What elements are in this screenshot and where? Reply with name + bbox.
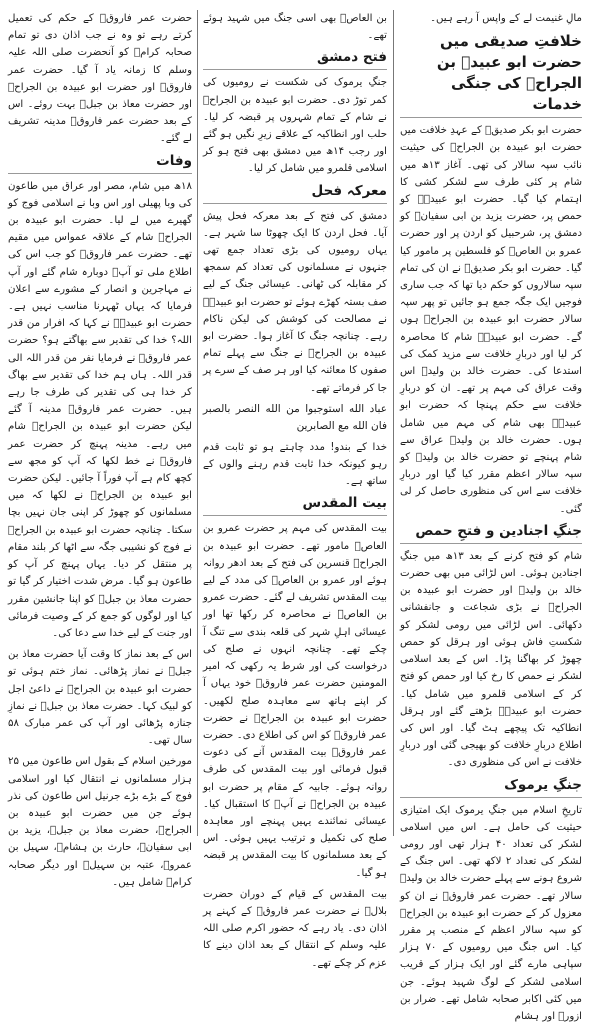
paragraph-damascus: جنگِ یرموک کی شکست نے رومیوں کی کمر توڑ دی۔ حضرت ابو عبیدہ بن الجراحؓ نے شام کے تمام شہروں پر قبضہ کر لیا۔ حلب اور انطاکیہ کے علاقے زیرِ نگیں ہو گئے اور رجب ۱۴ھ میں دمشق بھی فتح ہو کر اسلامی قلمرو میں شامل کر لیا۔ xyxy=(203,77,387,175)
heading-death: وفات xyxy=(8,152,192,174)
heading-fahl: معرکہ فحل xyxy=(203,182,387,204)
column-right xyxy=(400,10,583,1022)
heading-yarmouk: جنگِ یرموک xyxy=(400,776,582,798)
paragraph-continuation: بن العاصؓ بھی اسی جنگ میں شہید ہوئے تھے۔ xyxy=(203,13,387,42)
paragraph-jerusalem: بیت المقدس کی مہم پر حضرت عمرو بن العاصؓ مامور تھے۔ حضرت ابو عبیدہ بن الجراحؓ قنسرین کی فتح کے بعد ادھر روانہ ہوئے اور عمرو بن العاصؓ کی مدد کے لیے بیت المقدس تشریف لے گئے۔ حضرت عمرو بن العاصؓ نے محاصرہ کر رکھا تھا اور عیسائی اہلِ شہر کی قلعہ بندی سے تنگ آ چکے تھے۔ چنانچہ انہوں نے صلح کی درخواست کی اور شرط یہ رکھی کہ امیر المومنین حضرت عمر فاروقؓ خود یہاں آ کر اپنے ہاتھ سے معاہدہ صلح لکھیں۔ حضرت ابو عبیدہ بن الجراحؓ نے حضرت عمر فاروقؓ کو اس کی اطلاع دی۔ حضرت عمر فاروقؓ بیت المقدس آنے کی دعوت قبول فرمائی اور بیت المقدس کی طرف روانہ ہوئے۔ جابیہ کے مقام پر حضرت ابو عبیدہ بن الجراحؓ نے آپؓ کا استقبال کیا۔ عیسائی نمائندے یہیں پہنچے اور معاہدہ صلح کی تکمیل و ترتیب یہیں ہوئی۔ اس کے بعد مسلمانوں کا بیت المقدس پر قبضہ ہو گیا۔ xyxy=(203,523,387,879)
arabic-quote: عباد الله استوجبوا من الله النصر بالصبر فان الله مع الصابرين xyxy=(203,402,387,432)
paragraph-bilal-adhan: بیت المقدس کے قیام کے دوران حضرت بلالؓ نے حضرت عمر فاروقؓ کے کہنے پر اذان دی۔ یاد رہے کہ حضور اکرم صلی اللہ علیہ وسلم کے انتقال کے بعد اذان دینے کا عزم کر چکے تھے۔ xyxy=(203,888,387,969)
column-left xyxy=(8,10,192,888)
paragraph-adhan-continued: حضرت عمر فاروقؓ کے حکم کی تعمیل کرتے رہے تو وہ نے جب اذان دی تو تمام صحابہ کرامؓ کو آنحضرت صلی اللہ علیہ وسلم کا زمانہ یاد آ گیا۔ حضرت عمر فاروقؓ اور حضرت ابو عبیدہ بن الجراحؓ اور حضرت معاذ بن جبلؓ بہت روئے۔ اس کے بعد حضرت عمر فاروقؓ مدینہ تشریف لے گئے۔ xyxy=(8,13,192,145)
heading-siddiqi-caliphate: خلافتِ صدیقی میں حضرت ابو عبیدہ بن الجراحؓ کی جنگی خدمات xyxy=(400,31,582,118)
paragraph-yarmouk: تاریخِ اسلام میں جنگِ یرموک ایک امتیازی حیثیت کی حامل ہے۔ اس میں اسلامی لشکر کی تعداد ۴۰ ہزار تھی اور رومی لشکر کی تعداد ۲ لاکھ تھی۔ اس جنگ کے شروع ہونے سے پہلے حضرت خالد بن ولیدؓ سالار تھے۔ حضرت عمر فاروقؓ نے ان کو معزول کر کے حضرت ابو عبیدہ بن الجراحؓ کو سپہ سالار اعظم کے منصب پر مقرر کیا۔ اس جنگ میں رومیوں کے ۷۰ ہزار سپاہی مارے گئے اور ایک ہزار کے قریب اسلامی لشکر کے لوگ شہید ہوئے۔ جن میں کئی اکابر صحابہ شامل تھے۔ ضرار بن ازورؓ اور ہشام xyxy=(400,804,582,1022)
paragraph-ajnadain-homs: شام کو فتح کرنے کے بعد ۱۳ھ میں جنگِ اجنادین ہوئی۔ اس لڑائی میں بھی حضرت خالد بن ولیدؓ اور حضرت ابو عبیدہ بن الجراحؓ نے بڑی شجاعت و جانفشانی دکھائی۔ اس لڑائی میں رومی لشکر کو شکستِ فاش ہوئی اور ہرقل کو حمص چھوڑ کر بھاگنا پڑا۔ اس کے بعد اسلامی لشکر نے حمص کا رخ کیا اور حمص کو فتح کر کے اسلامی قلمرو میں شامل کیا۔ حضرت ابو عبیدہؓ بڑھتے گئے اور ہرقل انطاکیہ تک پیچھے ہٹ گیا۔ اور اس کی اطلاع دربارِ خلافت کو بھیجی گئی اور دربارِ خلافت نے اس کی منظوری دی۔ xyxy=(400,550,582,769)
column-divider-1 xyxy=(393,10,394,836)
column-middle xyxy=(203,10,387,969)
heading-ajnadain-homs: جنگِ اجنادین و فتحِ حمص xyxy=(400,522,582,544)
quote-translation: خدا کے بندو! مدد چاہتے ہو تو ثابت قدم رہو کیونکہ خدا ثابت قدم رہنے والوں کے ساتھ ہے۔ xyxy=(203,441,387,488)
heading-damascus: فتح دمشق xyxy=(203,48,387,70)
heading-jerusalem: بیت المقدس xyxy=(203,494,387,516)
paragraph-fahl: دمشق کی فتح کے بعد معرکہ فحل پیش آیا۔ فحل اردن کا ایک چھوٹا سا شہر ہے۔ یہاں رومیوں کی بڑی تعداد جمع تھی جنہوں نے مسلمانوں کی تعداد کم سمجھ کر مقابلہ کی ٹھانی۔ عیسائی جنگ کے لیے صف بستہ کھڑے ہوئے تو حضرت ابو عبیدہؓ نے مصالحت کی کوشش کی لیکن ناکام رہے۔ چنانچہ جنگ کا آغاز ہوا۔ حضرت ابو عبیدہ بن الجراحؓ نے جنگ سے پہلے تمام صفوں کا معائنہ کیا اور ہر صف کے سرے پر جا کر فرماتے تھے۔ xyxy=(203,210,387,394)
paragraph-final-prayer: اس کے بعد نماز کا وقت آیا حضرت معاذ بن جبلؓ نے نماز پڑھائی۔ نماز ختم ہوئی تو حضرت ابو عبیدہ بن الجراحؓ نے داعیٔ اجل کو لبیک کہا۔ حضرت معاذ بن جبلؓ نے نمازِ جنازہ پڑھائی اور آپ کی عمر مبارک ۵۸ سال تھی۔ xyxy=(8,649,192,747)
paragraph-siddiqi-caliphate: حضرت ابو بکر صدیقؓ کے عہدِ خلافت میں حضرت ابو عبیدہ بن الجراحؓ کی حیثیت نائب سپہ سالار کی تھی۔ آغاز ۱۳ھ میں شام پر کئی طرف سے لشکر کشی کا اہتمام کیا گیا۔ حضرت ابو عبیدہؓ کو حمص پر، حضرت یزید بن ابی سفیانؓ کو دمشق پر، شرحبیل کو اردن پر اور حضرت عمرو بن العاصؓ کو فلسطین پر مامور کیا گیا۔ حضرت ابو بکر صدیقؓ نے ان کی تمام سپہ سالاروں کو حکم دیا تھا کہ جب ساری فوجیں ایک جگہ جمع ہو جائیں تو پھر سپہ سالار حضرت ابو عبیدہ بن الجراحؓ ہوں گے۔ حضرت ابو عبیدہؓ شام کا محاصرہ کر لیا اور دربارِ خلافت سے مزید کمک کی استدعا کی۔ حضرت خالد بن ولیدؓ اس وقت عراق کی مہم پر تھے۔ ان کو دربارِ خلافت سے حکم پہنچا کہ حضرت ابو عبیدہؓ بھی شام کی مہم میں شامل ہوں۔ حضرت خالد بن ولیدؓ عراق سے شام پہنچے تو حضرت خالد بن ولیدؓ کو سپہ سالار اعظم مقرر کیا گیا اور دربارِ خلافت سے اس کی منظوری حاصل کر لی گئی۔ xyxy=(400,125,583,515)
column-divider-2 xyxy=(197,10,198,836)
paragraph-plague-casualties: مورخین اسلام کے بقول اس طاعون میں ۲۵ ہزار مسلمانوں نے انتقال کیا اور اسلامی فوج کے بڑے بڑے جرنیل اس طاعون کی نذر ہوئے جن میں حضرت ابو عبیدہ بن الجراحؓ، حضرت معاذ بن جبلؓ، یزید بن ابی سفیانؓ، حارث بن ہشامؓ، سہیل بن عمروؓ، عتبہ بن سہیلؓ اور دیگر صحابہ کرامؓ شامل ہیں۔ xyxy=(8,756,192,888)
paragraph-plague: ۱۸ھ میں شام، مصر اور عراق میں طاعون کی وبا پھیلی اور اس وبا نے اسلامی فوج کو گھیرے میں لے لیا۔ حضرت ابو عبیدہ بن الجراحؓ شام کے علاقہ عمواس میں مقیم تھے۔ حضرت عمر فاروقؓ کو جب اس کی اطلاع ملی تو آپؓ دوبارہ شام گئے اور آپ نے مہاجرین و انصار کے مشورے سے اعلان فرمایا کہ یہاں ٹھہرنا مناسب نہیں ہے۔ حضرت ابو عبیدہؓ نے کہا کہ افرار من قدر اللہ؟ خدا کی تقدیر سے بھاگتے ہو؟ حضرت عمر فاروقؓ نے فرمایا نفر من قدر اللہ الی قدر اللہ۔ ہاں ہم خدا کی تقدیر سے بھاگ کر خدا ہی کی تقدیر کی طرف جا رہے ہیں۔ حضرت عمر فاروقؓ مدینہ آ گئے لیکن حضرت ابو عبیدہ بن الجراحؓ شام میں رہے۔ مدینہ پہنچ کر حضرت عمر فاروقؓ نے خط لکھا کہ آپ کو مجھ سے کچھ کام ہے آپ فوراً آ جائیں۔ لیکن حضرت ابو عبیدہ بن الجراحؓ نے لکھا کہ میں مسلمانوں کو چھوڑ کر اپنی جان نہیں بچا سکتا۔ چنانچہ حضرت ابو عبیدہ بن الجراحؓ نے فوج کو نشیبی جگہ سے اٹھا کر بلند مقام پر منتقل کر دیا۔ یہاں پہنچ کر آپ کو طاعون ہو گیا۔ مرض شدت اختیار کر گیا تو حضرت معاذ بن جبلؓ کو اپنا جانشین مقرر کیا اور لوگوں کو جمع کر کے وصیت فرمائی اور جنت کے لیے خدا سے دعا کی۔ xyxy=(8,180,192,639)
intro-text: مالِ غنیمت لے کے واپس آ رہے ہیں۔ xyxy=(430,13,582,24)
